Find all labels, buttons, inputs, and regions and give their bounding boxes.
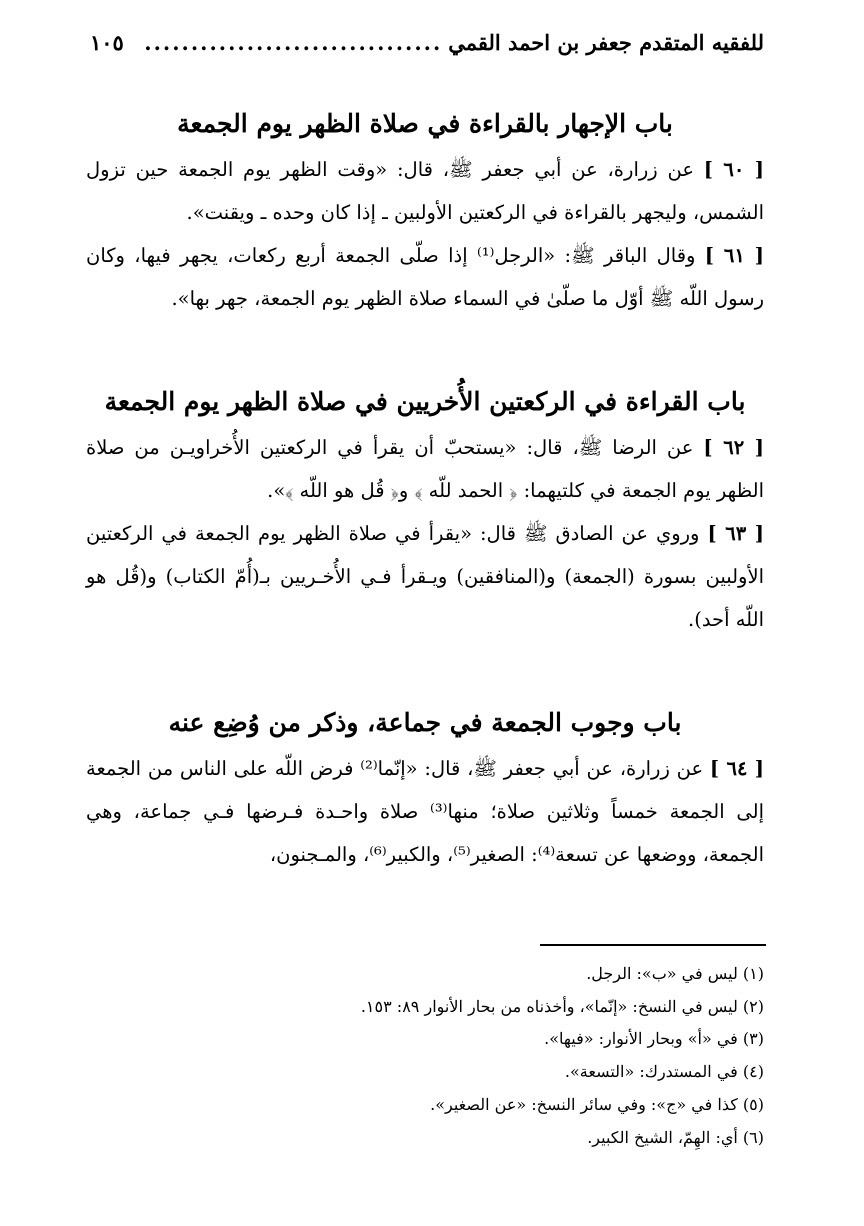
footnote-separator	[540, 944, 766, 946]
hadith-paragraph	[86, 512, 764, 641]
hadith-number: [ ٦٢ ]	[703, 436, 765, 459]
footnote: (٥) كذا في «ج»: وفي سائر النسخ: «عن الصغير».	[430, 1094, 764, 1114]
hadith-text: عن الرضا ﷺ، قال: «يستحبّ أن يقرأ في الركعتين الأُخراويـن من صلاة الظهر يوم الجمعة في كلتيهما: ﴿ الحمد للّه ﴾ و﴿ قُل هو اللّه ﴾».	[86, 436, 764, 502]
section-heading: باب القراءة في الركعتين الأُخريين في صلاة الظهر يوم الجمعة	[104, 387, 746, 416]
header-leader-dots: ................................	[144, 30, 443, 55]
section-heading: باب وجوب الجمعة في جماعة، وذكر من وُضِع عنه	[168, 708, 682, 737]
hadith-paragraph	[86, 426, 764, 512]
hadith-text: عن زرارة، عن أبي جعفر ﷺ، قال: «وقت الظهر يوم الجمعة حين تزول الشمس، وليجهر بالقراءة في الركعتين الأولبين ـ إذا كان وحده ـ ويقنت».	[86, 158, 764, 224]
hadith-paragraph	[86, 148, 764, 234]
footnote: (٤) في المستدرك: «التسعة».	[564, 1062, 764, 1082]
hadith-number: [ ٦٠ ]	[703, 158, 764, 181]
footnotes	[250, 958, 764, 1154]
footnote: (١) ليس في «ب»: الرجل.	[586, 964, 764, 983]
running-header	[90, 30, 764, 70]
footnote: (٢) ليس في النسخ: «إنّما»، وأخذناه من بحار الأنوار ٨٩: ١٥٣.	[360, 996, 764, 1016]
hadith-number: [ ٦١ ]	[704, 244, 764, 267]
hadith-text: وقال الباقر ﷺ: «الرجل⁽¹⁾ إذا صلّى الجمعة أربع ركعات، يجهر فيها، وكان رسول اللّه ﷺ أوّل ما صلّىٰ في السماء صلاة الظهر يوم الجمعة، جهر بها».	[86, 244, 764, 310]
page-number: ١٠٥	[90, 30, 124, 55]
section-heading: باب الإجهار بالقراءة في صلاة الظهر يوم الجمعة	[177, 109, 673, 138]
footnote: (٣) في «أ» وبحار الأنوار: «فيها».	[544, 1029, 764, 1049]
hadith-number: [ ٦٣ ]	[707, 522, 764, 545]
hadith-text: عن زرارة، عن أبي جعفر ﷺ، قال: «إنّما⁽²⁾ فرض اللّه على الناس من الجمعة إلى الجمعة خمساً وثلاثين صلاة؛ منها⁽³⁾ صلاة واحـدة فـرضها فـي جماعة، وهي الجمعة، ووضعها عن تسعة⁽⁴⁾: الصغير⁽⁵⁾، والكبير⁽⁶⁾، والمـجنون،	[86, 757, 764, 866]
header-title: للفقيه المتقدم جعفر بن احمد القمي	[448, 30, 764, 55]
hadith-text: وروي عن الصادق ﷺ قال: «يقرأ في صلاة الظهر يوم الجمعة في الركعتين الأولبين بسورة (الجمعة) و(المنافقين) ويـقرأ فـي الأُخـريين بـ(أُمّ الكتاب) و(قُل هو اللّه أحد).	[86, 522, 764, 631]
main-text	[86, 100, 764, 876]
hadith-number: [ ٦٤ ]	[709, 757, 765, 780]
hadith-paragraph	[86, 234, 764, 320]
hadith-paragraph	[86, 747, 764, 876]
footnote: (٦) أي: الهِمّ، الشيخ الكبير.	[587, 1127, 764, 1147]
